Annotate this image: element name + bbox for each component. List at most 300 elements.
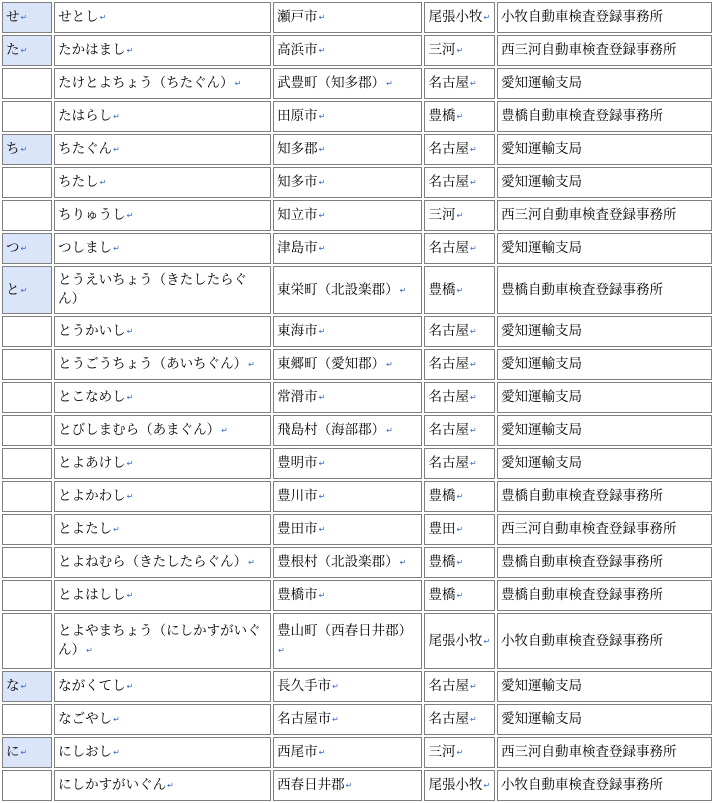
- table-row: [2, 233, 712, 264]
- office-text: 愛知運輸支局: [501, 389, 583, 405]
- office-text: 小牧自動車検査登録事務所: [501, 632, 664, 649]
- paragraph-mark-icon: ↵: [386, 79, 393, 88]
- paragraph-mark-icon: ↵: [278, 646, 285, 655]
- paragraph-mark-icon: ↵: [456, 591, 464, 600]
- region-cell: [424, 101, 495, 132]
- paragraph-mark-icon: ↵: [318, 145, 326, 154]
- paragraph-mark-icon: ↵: [469, 682, 477, 691]
- city-cell: [273, 349, 422, 380]
- region-cell: [424, 134, 495, 165]
- city-text: 津島市: [277, 240, 318, 256]
- reading-cell: [54, 2, 271, 33]
- reading-text: にしおし: [58, 744, 113, 760]
- reading-cell: [54, 580, 271, 611]
- reading-text: ちたぐん: [58, 141, 113, 157]
- reading-cell: [54, 349, 271, 380]
- reading-cell: [54, 266, 271, 314]
- kana-index-cell: [2, 514, 52, 545]
- reading-cell: [54, 770, 271, 801]
- paragraph-mark-icon: ↵: [20, 748, 28, 757]
- city-text: 豊川市: [277, 488, 318, 504]
- reading-cell: [54, 514, 271, 545]
- paragraph-mark-icon: ↵: [469, 459, 477, 468]
- kana-index-text: つ: [6, 240, 20, 256]
- region-text: 尾張小牧: [428, 777, 483, 793]
- city-cell: [273, 613, 422, 669]
- city-cell: [273, 266, 422, 314]
- paragraph-mark-icon: ↵: [126, 459, 134, 468]
- kana-index-cell: [2, 35, 52, 66]
- paragraph-mark-icon: ↵: [113, 525, 120, 534]
- region-cell: [424, 514, 495, 545]
- office-text: 愛知運輸支局: [501, 323, 583, 339]
- region-text: 尾張小牧: [428, 632, 483, 649]
- city-cell: [273, 671, 422, 702]
- table-row: [2, 382, 712, 413]
- reading-text: とうかいし: [58, 323, 126, 339]
- region-text: 名古屋: [428, 240, 469, 256]
- city-cell: [273, 704, 422, 735]
- city-text: 瀬戸市: [277, 9, 318, 25]
- paragraph-mark-icon: ↵: [318, 525, 326, 534]
- region-text: 豊橋: [428, 587, 456, 603]
- table-row: [2, 200, 712, 231]
- city-cell: [273, 2, 422, 33]
- region-text: 豊田: [428, 521, 456, 537]
- kana-index-cell: [2, 233, 52, 264]
- region-text: 三河: [428, 744, 456, 760]
- city-cell: [273, 35, 422, 66]
- office-text: 愛知運輸支局: [501, 75, 583, 91]
- paragraph-mark-icon: ↵: [318, 459, 326, 468]
- region-cell: [424, 770, 495, 801]
- reading-text: とよたし: [58, 521, 113, 537]
- city-cell: [273, 415, 422, 446]
- city-text: 東郷町（愛知郡）: [277, 356, 386, 372]
- city-text: 豊田市: [277, 521, 318, 537]
- reading-cell: [54, 134, 271, 165]
- kana-index-cell: [2, 167, 52, 198]
- reading-text: たはらし: [58, 108, 113, 124]
- paragraph-mark-icon: ↵: [248, 558, 255, 567]
- table-row: [2, 35, 712, 66]
- reading-text: なごやし: [58, 711, 113, 727]
- region-text: 名古屋: [428, 422, 469, 438]
- office-text: 愛知運輸支局: [501, 711, 583, 727]
- kana-index-text: と: [6, 281, 20, 298]
- reading-text: ちたし: [58, 174, 99, 190]
- region-cell: [424, 316, 495, 347]
- city-text: 常滑市: [277, 389, 318, 405]
- city-cell: [273, 68, 422, 99]
- paragraph-mark-icon: ↵: [469, 360, 477, 369]
- kana-index-text: な: [6, 678, 20, 694]
- paragraph-mark-icon: ↵: [126, 682, 134, 691]
- paragraph-mark-icon: ↵: [456, 112, 464, 121]
- kana-index-cell: [2, 200, 52, 231]
- city-text: 田原市: [277, 108, 318, 124]
- table-row: [2, 316, 712, 347]
- reading-text: とよかわし: [58, 488, 126, 504]
- city-text: 知多市: [277, 174, 318, 190]
- table-row: [2, 613, 712, 669]
- kana-index-text: せ: [6, 9, 20, 25]
- region-cell: [424, 35, 495, 66]
- paragraph-mark-icon: ↵: [126, 46, 134, 55]
- office-text: 愛知運輸支局: [501, 174, 583, 190]
- paragraph-mark-icon: ↵: [399, 558, 407, 567]
- kana-index-cell: [2, 737, 52, 768]
- paragraph-mark-icon: ↵: [469, 79, 477, 88]
- reading-cell: [54, 671, 271, 702]
- office-cell: [497, 134, 712, 165]
- reading-cell: [54, 101, 271, 132]
- city-cell: [273, 316, 422, 347]
- office-cell: [497, 349, 712, 380]
- table-row: [2, 737, 712, 768]
- kana-index-cell: [2, 415, 52, 446]
- office-text: 豊橋自動車検査登録事務所: [501, 587, 664, 603]
- paragraph-mark-icon: ↵: [469, 244, 477, 253]
- city-text: 豊根村（北設楽郡）: [277, 554, 399, 570]
- kana-index-text: ち: [6, 141, 20, 157]
- paragraph-mark-icon: ↵: [469, 178, 477, 187]
- reading-text: とうえいちょう（きたしたらぐん）: [58, 272, 248, 307]
- paragraph-mark-icon: ↵: [345, 781, 353, 790]
- office-cell: [497, 415, 712, 446]
- kana-index-cell: [2, 316, 52, 347]
- paragraph-mark-icon: ↵: [221, 426, 228, 435]
- city-text: 東栄町（北設楽郡）: [277, 281, 399, 298]
- reading-text: とうごうちょう（あいちぐん）: [58, 356, 248, 372]
- table-row: [2, 101, 712, 132]
- region-text: 名古屋: [428, 356, 469, 372]
- kana-index-cell: [2, 266, 52, 314]
- paragraph-mark-icon: ↵: [20, 244, 28, 253]
- office-cell: [497, 2, 712, 33]
- paragraph-mark-icon: ↵: [456, 492, 464, 501]
- office-cell: [497, 101, 712, 132]
- reading-cell: [54, 613, 271, 669]
- paragraph-mark-icon: ↵: [113, 715, 120, 724]
- city-text: 西尾市: [277, 744, 318, 760]
- office-cell: [497, 580, 712, 611]
- city-text: 高浜市: [277, 42, 318, 58]
- city-cell: [273, 448, 422, 479]
- reading-cell: [54, 233, 271, 264]
- region-text: 三河: [428, 42, 456, 58]
- paragraph-mark-icon: ↵: [483, 636, 491, 646]
- office-text: 西三河自動車検査登録事務所: [501, 207, 677, 223]
- region-cell: [424, 704, 495, 735]
- table-row: [2, 68, 712, 99]
- office-cell: [497, 547, 712, 578]
- city-cell: [273, 481, 422, 512]
- region-cell: [424, 2, 495, 33]
- paragraph-mark-icon: ↵: [332, 682, 339, 691]
- reading-cell: [54, 316, 271, 347]
- region-cell: [424, 481, 495, 512]
- city-cell: [273, 514, 422, 545]
- table-row: [2, 2, 712, 33]
- paragraph-mark-icon: ↵: [456, 558, 464, 567]
- reading-text: ながくてし: [58, 678, 126, 694]
- table-row: [2, 770, 712, 801]
- region-text: 名古屋: [428, 389, 469, 405]
- paragraph-mark-icon: ↵: [318, 244, 326, 253]
- reading-text: たけとよちょう（ちたぐん）: [58, 75, 234, 91]
- office-text: 西三河自動車検査登録事務所: [501, 42, 677, 58]
- region-text: 尾張小牧: [428, 9, 483, 25]
- table-row: [2, 704, 712, 735]
- table-row: [2, 547, 712, 578]
- table-row: [2, 167, 712, 198]
- kana-index-cell: [2, 613, 52, 669]
- office-text: 豊橋自動車検査登録事務所: [501, 108, 664, 124]
- office-cell: [497, 316, 712, 347]
- region-cell: [424, 382, 495, 413]
- office-cell: [497, 770, 712, 801]
- kana-index-cell: [2, 448, 52, 479]
- city-cell: [273, 770, 422, 801]
- reading-text: たかはまし: [58, 42, 126, 58]
- table-row: [2, 481, 712, 512]
- office-cell: [497, 481, 712, 512]
- city-text: 知立市: [277, 207, 318, 223]
- reading-text: つしまし: [58, 240, 113, 256]
- paragraph-mark-icon: ↵: [386, 426, 393, 435]
- kana-index-cell: [2, 349, 52, 380]
- region-text: 名古屋: [428, 711, 469, 727]
- paragraph-mark-icon: ↵: [318, 46, 326, 55]
- office-text: 愛知運輸支局: [501, 678, 583, 694]
- region-text: 豊橋: [428, 554, 456, 570]
- paragraph-mark-icon: ↵: [20, 46, 28, 55]
- city-text: 名古屋市: [277, 711, 332, 727]
- paragraph-mark-icon: ↵: [399, 285, 407, 295]
- kana-index-cell: [2, 382, 52, 413]
- paragraph-mark-icon: ↵: [332, 715, 339, 724]
- city-text: 西春日井郡: [277, 777, 345, 793]
- reading-cell: [54, 415, 271, 446]
- city-cell: [273, 382, 422, 413]
- table-row: [2, 349, 712, 380]
- paragraph-mark-icon: ↵: [318, 178, 326, 187]
- region-text: 豊橋: [428, 488, 456, 504]
- paragraph-mark-icon: ↵: [318, 748, 326, 757]
- paragraph-mark-icon: ↵: [456, 285, 464, 295]
- reading-text: にしかすがいぐん: [58, 777, 167, 793]
- city-cell: [273, 737, 422, 768]
- table-row: [2, 580, 712, 611]
- paragraph-mark-icon: ↵: [456, 46, 464, 55]
- office-text: 愛知運輸支局: [501, 141, 583, 157]
- kana-index-cell: [2, 101, 52, 132]
- kana-index-cell: [2, 68, 52, 99]
- reading-cell: [54, 704, 271, 735]
- kana-index-cell: [2, 134, 52, 165]
- city-text: 飛島村（海部郡）: [277, 422, 386, 438]
- paragraph-mark-icon: ↵: [113, 145, 120, 154]
- office-cell: [497, 167, 712, 198]
- kana-index-cell: [2, 770, 52, 801]
- paragraph-mark-icon: ↵: [469, 327, 477, 336]
- city-text: 長久手市: [277, 678, 332, 694]
- office-text: 愛知運輸支局: [501, 356, 583, 372]
- paragraph-mark-icon: ↵: [469, 145, 477, 154]
- region-cell: [424, 415, 495, 446]
- office-text: 愛知運輸支局: [501, 240, 583, 256]
- paragraph-mark-icon: ↵: [99, 178, 107, 187]
- reading-cell: [54, 481, 271, 512]
- city-cell: [273, 233, 422, 264]
- reading-text: とよねむら（きたしたらぐん）: [58, 554, 248, 570]
- reading-text: とよはしし: [58, 587, 126, 603]
- office-text: 豊橋自動車検査登録事務所: [501, 488, 664, 504]
- table-row: [2, 415, 712, 446]
- paragraph-mark-icon: ↵: [20, 13, 28, 22]
- city-text: 武豊町（知多郡）: [277, 75, 386, 91]
- paragraph-mark-icon: ↵: [318, 591, 326, 600]
- city-cell: [273, 580, 422, 611]
- kana-index-cell: [2, 481, 52, 512]
- office-cell: [497, 266, 712, 314]
- region-cell: [424, 448, 495, 479]
- reading-text: とよやまちょう（にしかすがいぐん）: [58, 623, 261, 658]
- office-cell: [497, 671, 712, 702]
- region-cell: [424, 671, 495, 702]
- city-cell: [273, 200, 422, 231]
- reading-text: せとし: [58, 9, 99, 25]
- paragraph-mark-icon: ↵: [248, 360, 255, 369]
- paragraph-mark-icon: ↵: [113, 748, 120, 757]
- paragraph-mark-icon: ↵: [99, 13, 107, 22]
- paragraph-mark-icon: ↵: [469, 715, 477, 724]
- office-text: 小牧自動車検査登録事務所: [501, 777, 664, 793]
- paragraph-mark-icon: ↵: [469, 393, 477, 402]
- region-cell: [424, 233, 495, 264]
- region-cell: [424, 737, 495, 768]
- paragraph-mark-icon: ↵: [20, 682, 28, 691]
- office-text: 西三河自動車検査登録事務所: [501, 521, 677, 537]
- city-text: 豊橋市: [277, 587, 318, 603]
- office-cell: [497, 704, 712, 735]
- city-cell: [273, 547, 422, 578]
- table-body: [2, 2, 712, 801]
- paragraph-mark-icon: ↵: [456, 748, 464, 757]
- office-cell: [497, 382, 712, 413]
- paragraph-mark-icon: ↵: [318, 492, 326, 501]
- region-cell: [424, 167, 495, 198]
- reading-cell: [54, 68, 271, 99]
- reading-cell: [54, 547, 271, 578]
- office-cell: [497, 200, 712, 231]
- region-cell: [424, 349, 495, 380]
- paragraph-mark-icon: ↵: [126, 211, 134, 220]
- paragraph-mark-icon: ↵: [234, 79, 242, 88]
- region-cell: [424, 68, 495, 99]
- region-text: 名古屋: [428, 75, 469, 91]
- paragraph-mark-icon: ↵: [20, 285, 28, 295]
- paragraph-mark-icon: ↵: [167, 781, 174, 790]
- paragraph-mark-icon: ↵: [318, 393, 326, 402]
- region-cell: [424, 613, 495, 669]
- reading-text: ちりゅうし: [58, 207, 126, 223]
- table-row: [2, 448, 712, 479]
- paragraph-mark-icon: ↵: [126, 393, 134, 402]
- paragraph-mark-icon: ↵: [456, 525, 464, 534]
- city-text: 東海市: [277, 323, 318, 339]
- region-cell: [424, 200, 495, 231]
- paragraph-mark-icon: ↵: [126, 492, 134, 501]
- reading-cell: [54, 448, 271, 479]
- paragraph-mark-icon: ↵: [318, 13, 326, 22]
- office-cell: [497, 737, 712, 768]
- region-text: 豊橋: [428, 108, 456, 124]
- kana-index-text: た: [6, 42, 20, 58]
- region-cell: [424, 266, 495, 314]
- office-text: 豊橋自動車検査登録事務所: [501, 554, 664, 570]
- paragraph-mark-icon: ↵: [318, 327, 326, 336]
- city-cell: [273, 134, 422, 165]
- region-text: 名古屋: [428, 141, 469, 157]
- kana-index-cell: [2, 547, 52, 578]
- office-cell: [497, 68, 712, 99]
- kana-index-cell: [2, 2, 52, 33]
- office-text: 愛知運輸支局: [501, 422, 583, 438]
- kana-index-text: に: [6, 744, 20, 760]
- region-text: 名古屋: [428, 323, 469, 339]
- table-row: [2, 514, 712, 545]
- paragraph-mark-icon: ↵: [126, 591, 134, 600]
- office-cell: [497, 233, 712, 264]
- paragraph-mark-icon: ↵: [113, 244, 120, 253]
- paragraph-mark-icon: ↵: [483, 781, 491, 790]
- city-text: 知多郡: [277, 141, 318, 157]
- paragraph-mark-icon: ↵: [318, 211, 326, 220]
- paragraph-mark-icon: ↵: [456, 211, 464, 220]
- reading-cell: [54, 35, 271, 66]
- table-row: [2, 671, 712, 702]
- office-text: 西三河自動車検査登録事務所: [501, 744, 677, 760]
- kana-index-cell: [2, 704, 52, 735]
- region-cell: [424, 580, 495, 611]
- reading-text: とびしまむら（あまぐん）: [58, 422, 221, 438]
- paragraph-mark-icon: ↵: [20, 145, 28, 154]
- office-cell: [497, 514, 712, 545]
- city-cell: [273, 101, 422, 132]
- region-cell: [424, 547, 495, 578]
- region-text: 三河: [428, 207, 456, 223]
- region-text: 名古屋: [428, 455, 469, 471]
- reading-cell: [54, 382, 271, 413]
- office-text: 豊橋自動車検査登録事務所: [501, 281, 664, 298]
- paragraph-mark-icon: ↵: [469, 426, 477, 435]
- paragraph-mark-icon: ↵: [386, 360, 393, 369]
- kana-index-cell: [2, 580, 52, 611]
- reading-text: とこなめし: [58, 389, 126, 405]
- region-text: 名古屋: [428, 174, 469, 190]
- office-text: 小牧自動車検査登録事務所: [501, 9, 664, 25]
- paragraph-mark-icon: ↵: [86, 646, 93, 655]
- office-text: 愛知運輸支局: [501, 455, 583, 471]
- reading-text: とよあけし: [58, 455, 126, 471]
- office-cell: [497, 35, 712, 66]
- paragraph-mark-icon: ↵: [113, 112, 120, 121]
- kana-index-cell: [2, 671, 52, 702]
- table-row: [2, 134, 712, 165]
- region-text: 名古屋: [428, 678, 469, 694]
